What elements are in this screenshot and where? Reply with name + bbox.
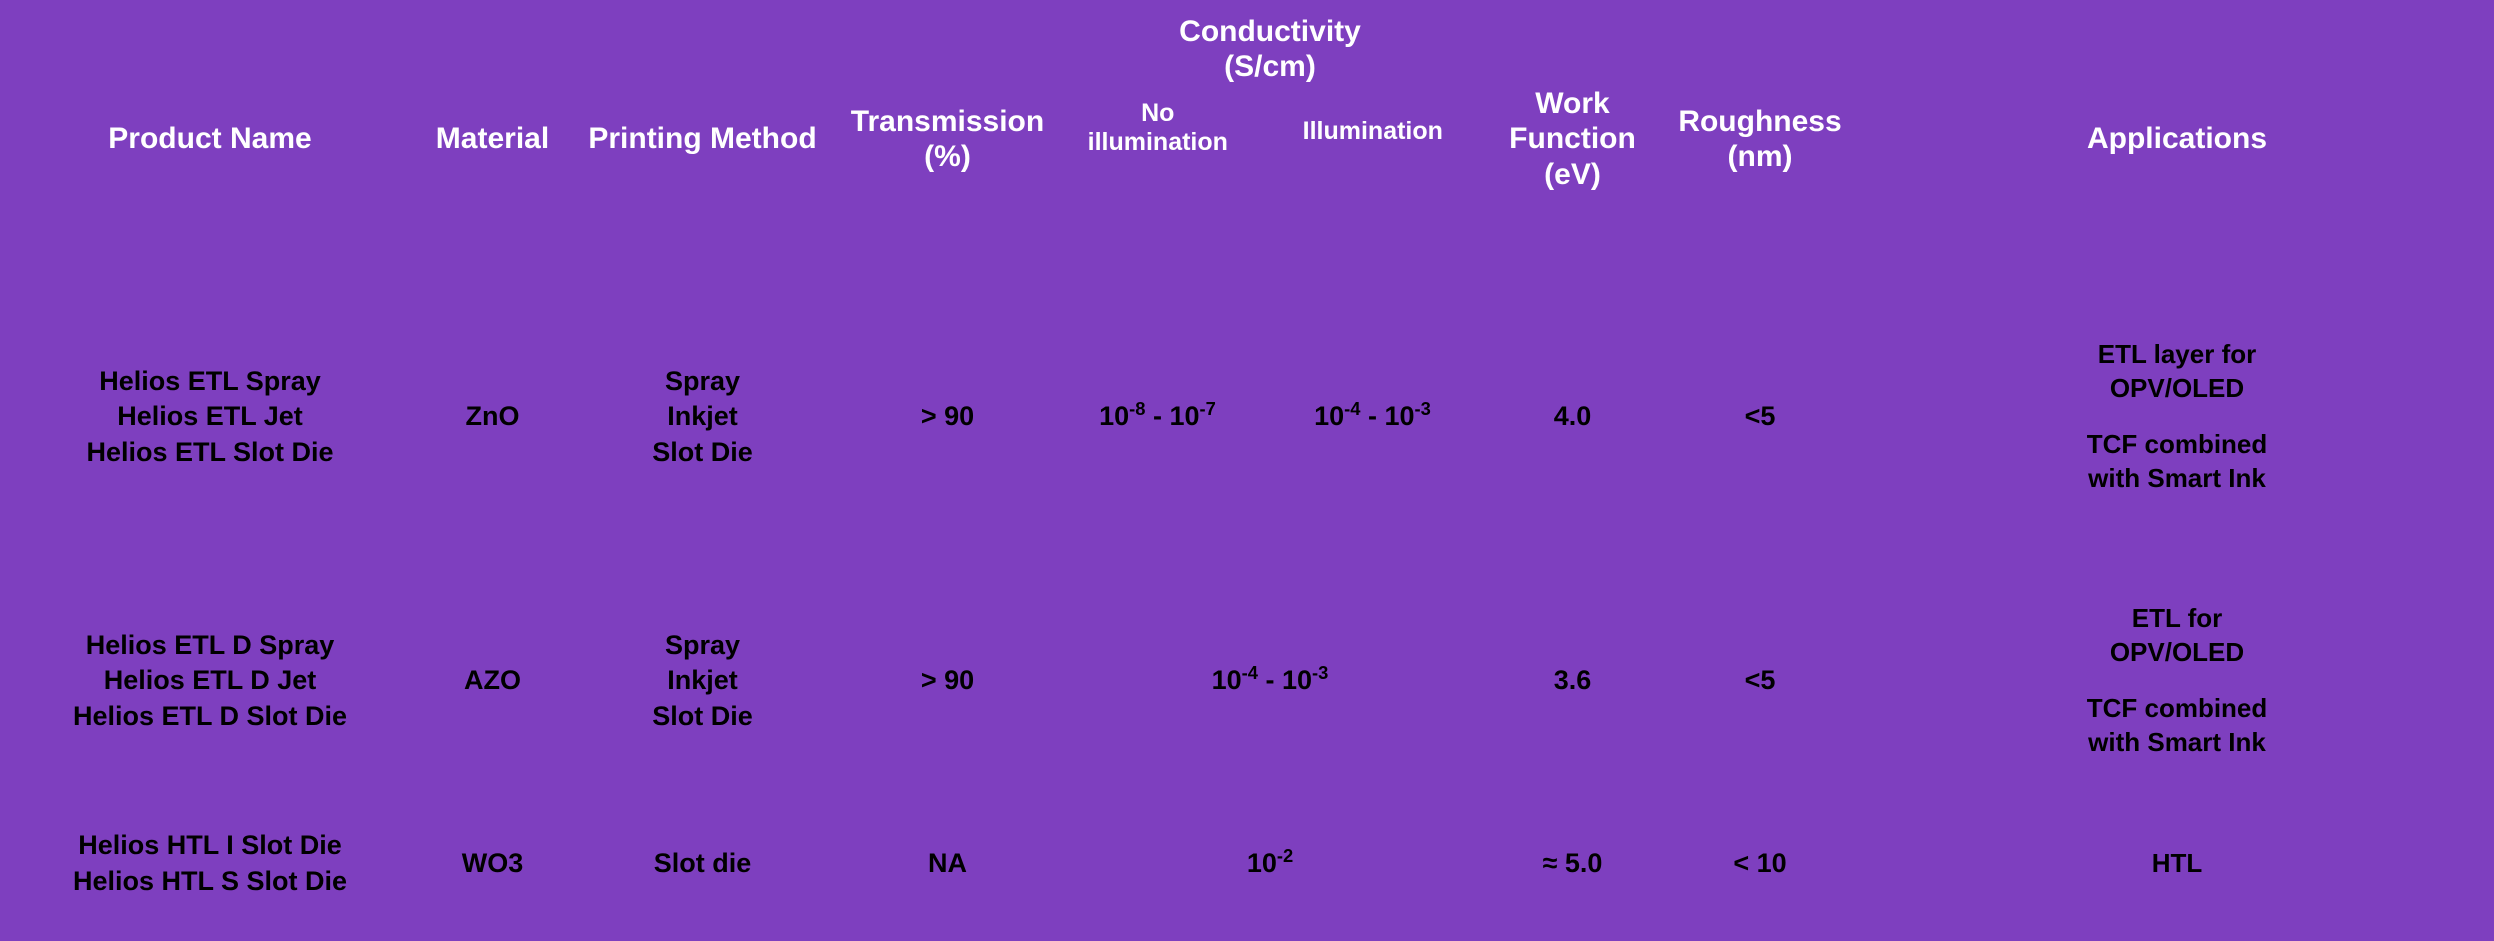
printing-method-line: Spray bbox=[664, 630, 741, 661]
application-line: with Smart Ink bbox=[2088, 726, 2266, 757]
product-name-line: Helios HTL S Slot Die bbox=[72, 865, 348, 896]
header-roughness-line1: Roughness bbox=[1678, 104, 1842, 138]
cell-work-function: 4.0 bbox=[1553, 401, 1592, 432]
conductivity-base: 10 bbox=[1211, 665, 1242, 696]
cell-material: ZnO bbox=[465, 401, 520, 432]
header-applications: Applications bbox=[2086, 122, 2267, 156]
cell-conductivity bbox=[1055, 556, 1485, 806]
header-no-illumination-line2: illumination bbox=[1087, 128, 1228, 157]
application-line: TCF combined bbox=[2086, 429, 2268, 459]
product-name-line: Helios ETL D Slot Die bbox=[72, 700, 348, 731]
product-name-line: Helios ETL Jet bbox=[117, 401, 303, 432]
conductivity-exponent: -4 bbox=[1344, 398, 1361, 420]
application-line: OPV/OLED bbox=[2109, 373, 2245, 404]
conductivity-exponent: -3 bbox=[1312, 662, 1329, 684]
conductivity-exponent: -2 bbox=[1276, 844, 1294, 866]
cell-conductivity bbox=[1055, 806, 1485, 921]
application-line: TCF combined bbox=[2086, 693, 2268, 723]
header-roughness-line2: (nm) bbox=[1727, 140, 1793, 173]
header-conductivity-line1: Conductivity bbox=[1179, 15, 1361, 48]
conductivity-base: 10 bbox=[1314, 401, 1345, 432]
cell-printing-method bbox=[565, 556, 840, 806]
header-conductivity-group bbox=[1055, 0, 1485, 278]
header-conductivity-line2: (S/cm) bbox=[1224, 50, 1316, 84]
cell-material: WO3 bbox=[461, 847, 524, 878]
product-name-line: Helios HTL I Slot Die bbox=[78, 830, 342, 861]
header-conductivity-illumination: Illumination bbox=[1302, 116, 1443, 145]
header-work-function-line3: (eV) bbox=[1544, 157, 1601, 191]
table-row bbox=[0, 806, 2494, 921]
cell-applications bbox=[1860, 278, 2494, 556]
cell-product-name bbox=[0, 278, 420, 556]
application-line: ETL for bbox=[2131, 603, 2223, 634]
conductivity-base: 10 bbox=[1246, 847, 1277, 878]
table-row bbox=[0, 278, 2494, 556]
conductivity-exponent: -7 bbox=[1199, 398, 1216, 420]
table-header-row bbox=[0, 0, 2494, 278]
product-name-line: Helios ETL D Spray bbox=[85, 630, 335, 661]
printing-method-line: Slot Die bbox=[652, 700, 753, 731]
product-name-line: Helios ETL Slot Die bbox=[86, 436, 334, 467]
header-roughness bbox=[1660, 0, 1860, 278]
cell-roughness: < 10 bbox=[1733, 847, 1787, 878]
conductivity-base: - 10 bbox=[1145, 401, 1200, 432]
application-line: with Smart Ink bbox=[2088, 462, 2266, 493]
conductivity-exponent: -4 bbox=[1241, 662, 1258, 684]
header-work-function-line1: Work bbox=[1535, 86, 1610, 120]
application-spacer bbox=[1860, 670, 2494, 692]
product-name-line: Helios ETL Spray bbox=[99, 366, 321, 397]
product-name-line: Helios ETL D Jet bbox=[103, 665, 317, 696]
header-transmission bbox=[840, 0, 1055, 278]
conductivity-base: - 10 bbox=[1360, 401, 1415, 432]
application-line: ETL layer for bbox=[2097, 339, 2257, 370]
cell-product-name bbox=[0, 556, 420, 806]
printing-method-line: Inkjet bbox=[667, 665, 738, 696]
conductivity-exponent: -8 bbox=[1129, 398, 1146, 420]
cell-printing-method bbox=[565, 278, 840, 556]
cell-roughness: <5 bbox=[1744, 401, 1776, 432]
bottom-strip bbox=[0, 923, 2494, 941]
cell-transmission: > 90 bbox=[920, 401, 975, 432]
header-no-illumination-line1: No bbox=[1141, 98, 1175, 127]
header-printing-method: Printing Method bbox=[588, 122, 817, 156]
conductivity-base: - 10 bbox=[1258, 665, 1313, 696]
header-transmission-line2: (%) bbox=[924, 140, 971, 173]
cell-product-name bbox=[0, 806, 420, 921]
conductivity-base: 10 bbox=[1099, 401, 1130, 432]
cell-material: AZO bbox=[464, 665, 521, 696]
header-product-name: Product Name bbox=[108, 122, 312, 156]
printing-method-line: Spray bbox=[664, 366, 741, 397]
cell-applications bbox=[1860, 556, 2494, 806]
table-row bbox=[0, 556, 2494, 806]
header-conductivity-no-illumination bbox=[1055, 95, 1261, 162]
application-line: OPV/OLED bbox=[2109, 637, 2245, 668]
cell-work-function: ≈ 5.0 bbox=[1542, 847, 1603, 878]
header-work-function-line2: Function bbox=[1509, 122, 1636, 156]
cell-roughness: <5 bbox=[1744, 665, 1776, 696]
header-material: Material bbox=[435, 122, 550, 156]
conductivity-exponent: -3 bbox=[1414, 398, 1431, 420]
application-spacer bbox=[1860, 406, 2494, 428]
cell-work-function: 3.6 bbox=[1553, 665, 1592, 696]
header-work-function bbox=[1485, 0, 1660, 278]
cell-transmission: NA bbox=[928, 847, 967, 878]
header-conductivity bbox=[1055, 14, 1485, 95]
printing-method-line: Slot Die bbox=[652, 436, 753, 467]
cell-conductivity-no-illumination bbox=[1055, 278, 1260, 556]
header-transmission-line1: Transmission bbox=[850, 104, 1045, 138]
cell-applications: HTL bbox=[2151, 847, 2203, 878]
printing-method-line: Inkjet bbox=[667, 401, 738, 432]
cell-printing-method: Slot die bbox=[653, 847, 752, 878]
cell-transmission: > 90 bbox=[920, 665, 975, 696]
cell-conductivity-illumination bbox=[1260, 278, 1485, 556]
